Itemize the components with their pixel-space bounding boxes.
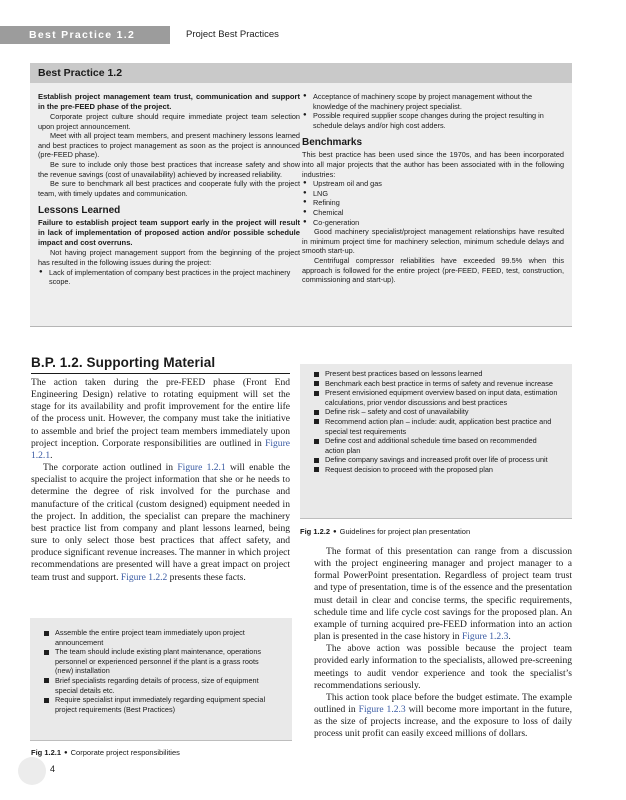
list-item: ● Possible required supplier scope changes during the project resulting in schedule delays and/or high cost adders. [302,111,564,130]
best-practice-box [30,63,572,327]
figure-1-list [42,628,278,714]
figure-link[interactable]: Figure 1.2.3 [358,704,406,716]
benchmarks-paragraph-2: Good machinery specialist/project management relationships have resulted in minimum project time for machinery selection, minimum schedule delays and smooth start-up. [302,227,564,256]
list-item: Define company savings and increased profit over life of process unit [312,455,558,465]
left-column-body [31,377,290,584]
page-number-circle [18,757,46,785]
benchmarks-heading: Benchmarks [302,137,363,149]
list-item: Define risk – safety and cost of unavailability [312,407,558,417]
right-column-body [314,546,572,741]
figure-link[interactable]: Figure 1.2.1 [177,462,226,474]
body-paragraph: The format of this presentation can range from a discussion with the project engineering manager and project manager to a formal PowerPoint presentation. Regardless of project team trust and type of presentation, time is of the essence and the presentation must detail in clear and concise terms, the specific requirements, schedule time and life cycle cost savings for the proposed plan. An example of turning acquired pre-FEED information into an action plan is presented in the case history in Figure 1.2.3. [314,546,572,643]
figure-label: Fig 1.2.2 [300,527,331,536]
best-practice-right-column [302,92,564,285]
list-item: Request decision to proceed with the proposed plan [312,465,558,475]
bp-paragraph: Corporate project culture should require immediate project team selection upon project announcement. [38,112,300,131]
figure-2-list [312,369,558,475]
body-paragraph: The corporate action outlined in Figure 1.2.1 will enable the specialist to acquire the project information that she or he needs to determine the degree of risk involved for the purchase and manufacture of the critical (custom designed) equipment needed in the project. In addition, the specialist can prepare the machinery best practice list from company and plant lessons learned, being sure to only select those best practices that affect safety, and produce significant revenue increases. The manner in which project recommendations are presented will have a great impact on project team trust and support. Figure 1.2.2 presents these facts. [31,462,290,583]
figure-caption-text: Corporate project responsibilities [70,748,180,757]
best-practice-title: Best Practice 1.2 [30,63,572,83]
list-item: Benchmark each best practice in terms of safety and revenue increase [312,379,558,389]
figure-2-caption [300,527,470,537]
figure-caption-text: Guidelines for project plan presentation [339,527,471,536]
figure-label: Fig 1.2.1 [31,748,62,757]
figure-link[interactable]: Figure 1.2.1 [31,437,290,461]
lessons-learned-list [38,268,300,287]
list-item: ● LNG [302,189,564,199]
list-item: The team should include existing plant maintenance, operations personnel or experienced personnel if the plant is a grass roots (new) installation [42,647,278,676]
figure-link[interactable]: Figure 1.2.2 [120,571,168,583]
list-item: ● Lack of implementation of company best practices in the project machinery scope. [38,268,300,287]
running-header [0,26,626,44]
body-paragraph: The action taken during the pre-FEED phase (Front End Engineering Design) relative to rotating equipment will set the stage for its availability and profit improvement for the entire life of the process unit. However, the company must take the initiative to assemble and brief the project team members immediately upon project inception. Corporate responsibilities are outlined in Figure 1.2.1. [31,377,290,461]
lessons-learned-paragraph: Not having project management support from the beginning of the project has resulted in the following issues during the project: [38,248,300,267]
figure-1-caption [31,748,180,758]
lessons-learned-lead: Failure to establish project team support early in the project will result in lack of implementation of proposed action and/or possible schedule impact and cost overruns. [38,218,300,248]
bullet-icon: ● [64,750,68,756]
section-tab: Best Practice 1.2 [0,26,170,44]
bp-paragraph: Meet with all project team members, and present machinery lessons learned and best practices to project management as soon as the project is announced (pre-FEED phase). [38,131,300,160]
best-practice-left-column [38,92,300,287]
list-item: Assemble the entire project team immediately upon project announcement [42,628,278,647]
list-item: ● Chemical [302,208,564,218]
lessons-learned-heading: Lessons Learned [38,205,121,217]
section-heading: B.P. 1.2. Supporting Material [31,355,290,374]
list-item: Brief specialists regarding details of process, size of equipment special details etc. [42,676,278,695]
benchmarks-paragraph-3: Centrifugal compressor reliabilities have exceeded 99.5% when this approach is followed for the entire project (pre-FEED, FEED, test, construction, commissioning and start-up). [302,255,564,285]
bp-paragraph: Be sure to include only those best practices that increase safety and show the revenue savings (cost of unavailability) achieved by increased reliability. [38,159,300,179]
bp-paragraph: Be sure to benchmark all best practices and cooperate fully with the project team, with timely updates and communication. [38,179,300,198]
best-practice-lead: Establish project management team trust, communication and support in the pre-FEED phase of the project. [38,92,300,111]
list-item: Define cost and additional schedule time based on recommended action plan [312,436,558,455]
figure-1-2-2-box [300,364,572,519]
running-title: Project Best Practices [186,29,279,40]
list-item: Require specialist input immediately regarding equipment special project requirements (Best Practices) [42,695,278,714]
industries-list [302,179,564,227]
list-item: ● Acceptance of machinery scope by project management without the knowledge of the machinery project specialist. [302,92,564,111]
figure-1-2-1-box [30,618,292,741]
list-item: Present best practices based on lessons learned [312,369,558,379]
lessons-learned-list-continued [302,92,564,130]
list-item: ● Co-generation [302,218,564,228]
list-item: ● Refining [302,198,564,208]
list-item: Recommend action plan – include: audit, application best practice and special test requirements [312,417,558,436]
figure-link[interactable]: Figure 1.2.3 [461,631,509,643]
list-item: Present envisioned equipment overview based on input data, estimation calculations, prior vendor discussions and best practices [312,388,558,407]
benchmarks-paragraph: This best practice has been used since the 1970s, and has been incorporated into all major projects that the author has been associated with in the following industries: [302,150,564,179]
body-paragraph: The above action was possible because the project team provided early information to the specialists, allowed pre-screening meetings to audit vendor experience and took the specialist’s recommendations seriously. [314,643,572,691]
list-item: ● Upstream oil and gas [302,179,564,189]
bullet-icon: ● [333,529,337,535]
body-paragraph: This action took place before the budget estimate. The example outlined in Figure 1.2.3 will become more important in the future, as the size of projects increase, and the exposure to loss of daily process unit profit can easily exceed millions of dollars. [314,691,572,740]
page-number: 4 [50,764,56,774]
